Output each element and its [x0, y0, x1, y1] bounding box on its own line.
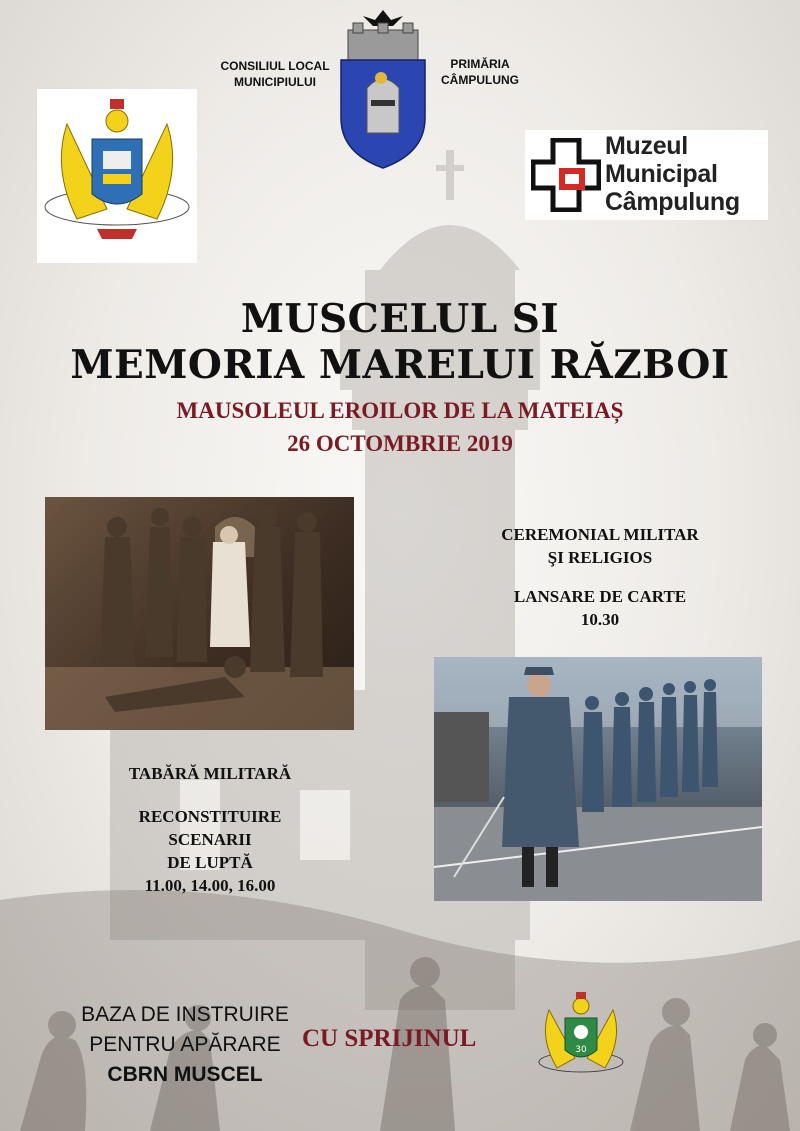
ceremony-line2: ŞI RELIGIOS — [547, 548, 653, 567]
left-crest-card — [37, 89, 197, 263]
museum-line1: Muzeul — [605, 132, 688, 160]
museum-name — [605, 132, 740, 216]
reenactment-block — [85, 805, 335, 897]
base-line1: BAZA DE INSTRUIRE — [81, 1003, 289, 1026]
reenact-line1: RECONSTITUIRE — [138, 807, 282, 826]
support-label: CU SPRIJINUL — [302, 1025, 477, 1052]
city-hall-line1: PRIMĂRIA — [450, 57, 510, 71]
event-title-line1: MUSCELUL SI — [240, 296, 560, 342]
museum-line2: Municipal — [605, 160, 718, 188]
svg-text:30: 30 — [575, 1045, 587, 1055]
reenact-line3: DE LUPTĂ — [167, 853, 253, 872]
ceremony-line1: CEREMONIAL MILITAR — [501, 525, 699, 544]
book-launch-time: 10.30 — [580, 610, 620, 629]
museum-cross-icon — [531, 138, 601, 212]
eagle-crest-30-icon — [535, 988, 627, 1080]
book-launch-block — [455, 585, 745, 631]
reenact-line2: SCENARII — [168, 830, 252, 849]
base-line3: CBRN MUSCEL — [107, 1063, 263, 1086]
council-line1: CONSILIUL LOCAL — [220, 59, 330, 73]
event-location: MAUSOLEUL EROILOR DE LA MATEIAȘ — [176, 398, 624, 423]
military-parade-photo — [434, 657, 762, 901]
museum-line3: Câmpulung — [605, 188, 740, 216]
event-title-line2: MEMORIA MARELUI RĂZBOI — [70, 342, 730, 388]
reenact-times: 11.00, 14.00, 16.00 — [144, 876, 276, 895]
eagle-crest-icon — [37, 89, 197, 263]
city-coat-of-arms-icon — [333, 8, 433, 170]
museum-logo — [525, 130, 768, 220]
event-date: 26 OCTOMBRIE 2019 — [287, 431, 513, 456]
city-hall-label — [425, 56, 535, 88]
ceremony-block — [455, 523, 745, 569]
council-label — [205, 58, 345, 90]
city-hall-line2: CÂMPULUNG — [441, 73, 519, 87]
council-line2: MUNICIPIULUI — [234, 75, 316, 89]
cbrn-base-label — [70, 1000, 300, 1090]
camp-label: TABĂRĂ MILITARĂ — [128, 764, 292, 783]
base-line2: PENTRU APĂRARE — [89, 1033, 281, 1056]
reenactors-group-photo — [45, 497, 354, 730]
book-launch-label: LANSARE DE CARTE — [513, 587, 687, 606]
